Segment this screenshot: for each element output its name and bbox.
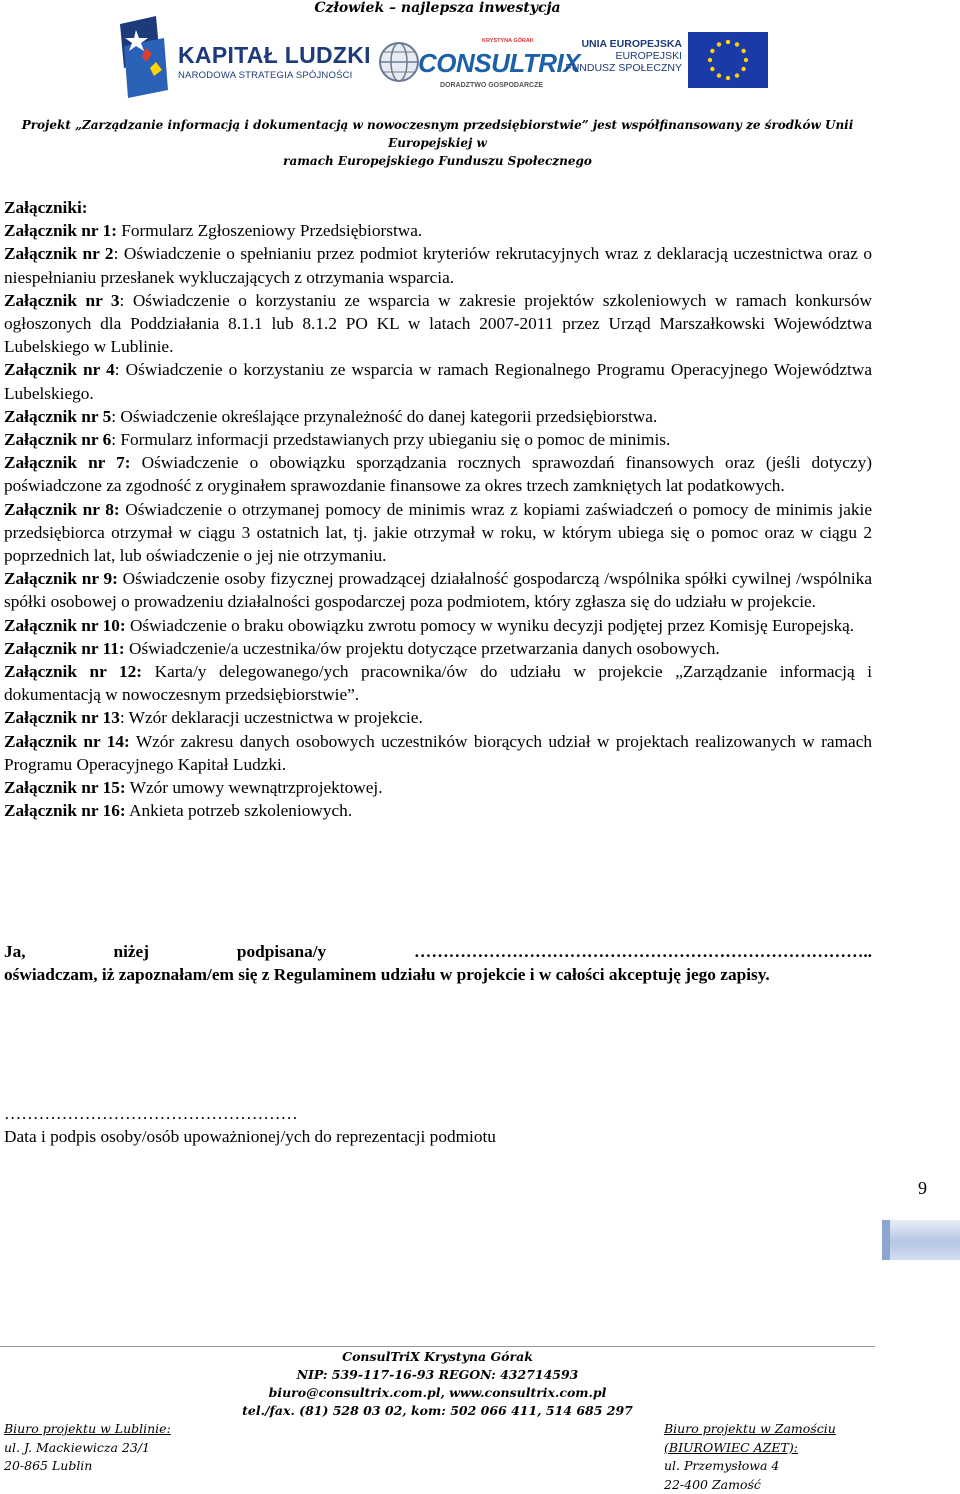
attachment-text: Wzór umowy wewnątrzprojektowej.: [125, 778, 383, 798]
declaration-name-dots: ……………………………………………………………………..: [414, 942, 872, 961]
attachment-item: [4, 219, 872, 242]
attachment-item: [4, 358, 872, 404]
declaration: [4, 940, 872, 986]
attachment-item: [4, 660, 872, 706]
footer-office-lublin-city: 20-865 Lublin: [4, 1458, 93, 1473]
project-line: [0, 116, 960, 170]
attachment-item: [4, 776, 872, 799]
attachment-item: [4, 706, 872, 729]
ue-text-line3: FUNDUSZ SPOŁECZNY: [565, 62, 682, 74]
attachment-text: Wzór zakresu danych osobowych uczestników biorących udział w projektach realizowanych w ramach Programu Operacyjnego Kapitał Ludzki.: [4, 731, 872, 774]
attachment-item: [4, 637, 872, 660]
footer-company: [0, 1348, 875, 1420]
attachment-label: Załącznik nr 15:: [4, 778, 126, 798]
eu-flag-icon: [688, 32, 768, 88]
attachment-item: [4, 451, 872, 497]
attachment-label: Załącznik nr 5: [4, 406, 112, 426]
attachment-label: Załącznik nr 7:: [4, 453, 131, 473]
header-motto: Człowiek – najlepsza inwestycja: [314, 0, 561, 16]
consultrix-globe-icon: [378, 36, 420, 88]
attachment-label: Załącznik nr 2: [4, 244, 114, 264]
attachment-text: : Oświadczenie o spełnianiu przez podmiot kryteriów rekrutacyjnych wraz z deklaracją uczestnictwa oraz o niespełnianiu przesłanek wykluczających z otrzymania wsparcia.: [4, 244, 872, 287]
footer-company-ids: NIP: 539-117-16-93 REGON: 432714593: [296, 1367, 579, 1382]
attachment-label: Załącznik nr 12:: [4, 662, 143, 682]
footer-company-phones: tel./fax. (81) 528 03 02, kom: 502 066 411, 514 685 297: [242, 1403, 633, 1418]
page-number: 9: [918, 1178, 927, 1198]
page-decoration-bar: [882, 1220, 960, 1260]
attachment-label: Załącznik nr 13: [4, 708, 120, 728]
attachment-label: Załącznik nr 10:: [4, 615, 126, 635]
attachment-item: [4, 405, 872, 428]
attachment-text: Formularz Zgłoszeniowy Przedsiębiorstwa.: [116, 221, 423, 241]
consultrix-small-caption: KRYSTYNA GÓRAK: [482, 38, 534, 44]
declaration-word-2: niżej: [113, 942, 149, 961]
footer-office-zamosc-title: Biuro projektu w Zamościu: [664, 1421, 836, 1436]
attachment-label: Załącznik nr 9:: [4, 569, 118, 589]
kapital-ludzki-title: KAPITAŁ LUDZKI: [178, 42, 371, 68]
attachment-label: Załącznik nr 14:: [4, 731, 130, 751]
footer-company-emails: biuro@consultrix.com.pl, www.consultrix.com.pl: [268, 1385, 607, 1400]
project-line-2: ramach Europejskiego Funduszu Społecznego: [283, 154, 592, 168]
footer-office-zamosc: [664, 1420, 836, 1494]
attachment-text: : Oświadczenie o korzystaniu ze wsparcia w zakresie projektów szkoleniowych w ramach konkursów ogłoszonych dla Poddziałania 8.1.1 lub 8.1.2 PO KL w latach 2007-2011 przez Urząd Marszałkowski Województwa Lubelskiego w Lublinie.: [4, 290, 872, 357]
declaration-text: oświadczam, iż zapoznałam/em się z Regulaminem udziału w projekcie i w całości akceptuję jego zapisy.: [4, 965, 770, 985]
attachment-text: Oświadczenie o obowiązku sporządzania rocznych sprawozdań finansowych oraz (jeśli dotyczy) poświadczone za zgodność z oryginałem sprawozdanie finansowe za okres trzech zamkniętych lat podatkowych.: [4, 453, 872, 496]
kapital-ludzki-subtitle: NARODOWA STRATEGIA SPÓJNOŚCI: [178, 70, 353, 81]
attachment-text: Oświadczenie o otrzymanej pomocy de minimis wraz z kopiami zaświadczeń o pomocy de minimis jakie przedsiębiorca otrzymał w ciągu 3 ostatnich lat, tj. jakie otrzymał w roku, w którym ubiega się o pomoc oraz w ciągu 2 poprzednich lat, lub oświadczenie o jej nie otrzymaniu.: [4, 499, 872, 566]
ue-text-line1: UNIA EUROPEJSKA: [581, 38, 682, 50]
footer-company-name: ConsulTriX Krystyna Górak: [342, 1349, 533, 1364]
footer-office-zamosc-street: ul. Przemysłowa 4: [664, 1458, 780, 1473]
consultrix-subtitle: DORADZTWO GOSPODARCZE: [440, 82, 544, 89]
attachment-text: Oświadczenie o braku obowiązku zwrotu pomocy w wyniku decyzji podjętej przez Komisję Europejską.: [125, 615, 855, 635]
attachment-text: : Oświadczenie określające przynależność do danej kategorii przedsiębiorstwa.: [111, 406, 658, 426]
attachments-heading: Załączniki:: [4, 198, 88, 217]
attachment-item: [4, 799, 872, 822]
footer-office-lublin: [4, 1420, 171, 1476]
attachment-label: Załącznik nr 16:: [4, 801, 126, 821]
attachment-label: Załącznik nr 3: [4, 290, 120, 310]
signature-caption: Data i podpis osoby/osób upoważnionej/ych do reprezentacji podmiotu: [4, 1127, 496, 1146]
attachment-item: [4, 614, 872, 637]
attachment-item: [4, 242, 872, 288]
attachment-text: : Wzór deklaracji uczestnictwa w projekcie.: [119, 708, 423, 728]
footer-office-zamosc-city: 22-400 Zamość: [664, 1476, 761, 1492]
attachment-item: [4, 428, 872, 451]
ue-text-line2: EUROPEJSKI: [615, 50, 682, 62]
attachment-item: [4, 567, 872, 613]
project-line-1: Projekt „Zarządzanie informacją i dokumentacją w nowoczesnym przedsiębiorstwie” jest współfinansowany ze środków Unii Europejskiej w: [21, 118, 854, 150]
declaration-word-1: Ja,: [4, 942, 26, 961]
kapital-ludzki-emblem-icon: [112, 16, 172, 98]
attachment-item: [4, 730, 872, 776]
kapital-ludzki-logo: [112, 16, 371, 98]
signature-dots: ……………………………………………: [4, 1104, 298, 1123]
attachments-section: [4, 196, 872, 822]
ue-logo: [565, 30, 772, 94]
consultrix-logo: [378, 26, 581, 98]
attachment-text: Karta/y delegowanego/ych pracownika/ów do udziału w projekcie „Zarządzanie informacją i dokumentacją w nowoczesnym przedsiębiorstwie”.: [4, 662, 872, 705]
attachment-text: : Oświadczenie o korzystaniu ze wsparcia w ramach Regionalnego Programu Operacyjnego Województwa Lubelskiego.: [4, 360, 872, 403]
attachment-label: Załącznik nr 8:: [4, 499, 120, 519]
footer-office-lublin-street: ul. J. Mackiewicza 23/1: [4, 1439, 150, 1455]
attachment-text: : Formularz informacji przedstawianych przy ubieganiu się o pomoc de minimis.: [111, 430, 671, 450]
logo-row: [0, 16, 960, 100]
attachment-label: Załącznik nr 6: [4, 430, 112, 450]
attachment-label: Załącznik nr 4: [4, 360, 115, 380]
declaration-word-3: podpisana/y: [236, 942, 327, 961]
footer-office-zamosc-title2: (BIUROWIEC AZET):: [664, 1439, 798, 1455]
consultrix-name: CONSULTRIX: [418, 48, 581, 78]
attachment-text: Oświadczenie/a uczestnika/ów projektu dotyczące przetwarzania danych osobowych.: [124, 638, 720, 658]
attachment-label: Załącznik nr 1:: [4, 221, 117, 241]
attachment-label: Załącznik nr 11:: [4, 638, 125, 658]
footer-rule: [0, 1346, 875, 1347]
attachment-item: [4, 498, 872, 568]
attachment-text: Oświadczenie osoby fizycznej prowadzącej działalność gospodarczą /wspólnika spółki cywilnej /wspólnika spółki osobowej o prowadzeniu działalności gospodarczej poza podmiotem, który zgłasza się do udziału w projekcie.: [4, 569, 872, 612]
declaration-signer-row: [4, 940, 872, 963]
footer-office-lublin-title: Biuro projektu w Lublinie:: [4, 1421, 171, 1436]
attachment-item: [4, 289, 872, 359]
signature-area: [4, 1102, 496, 1148]
attachment-text: Ankieta potrzeb szkoleniowych.: [125, 801, 353, 821]
